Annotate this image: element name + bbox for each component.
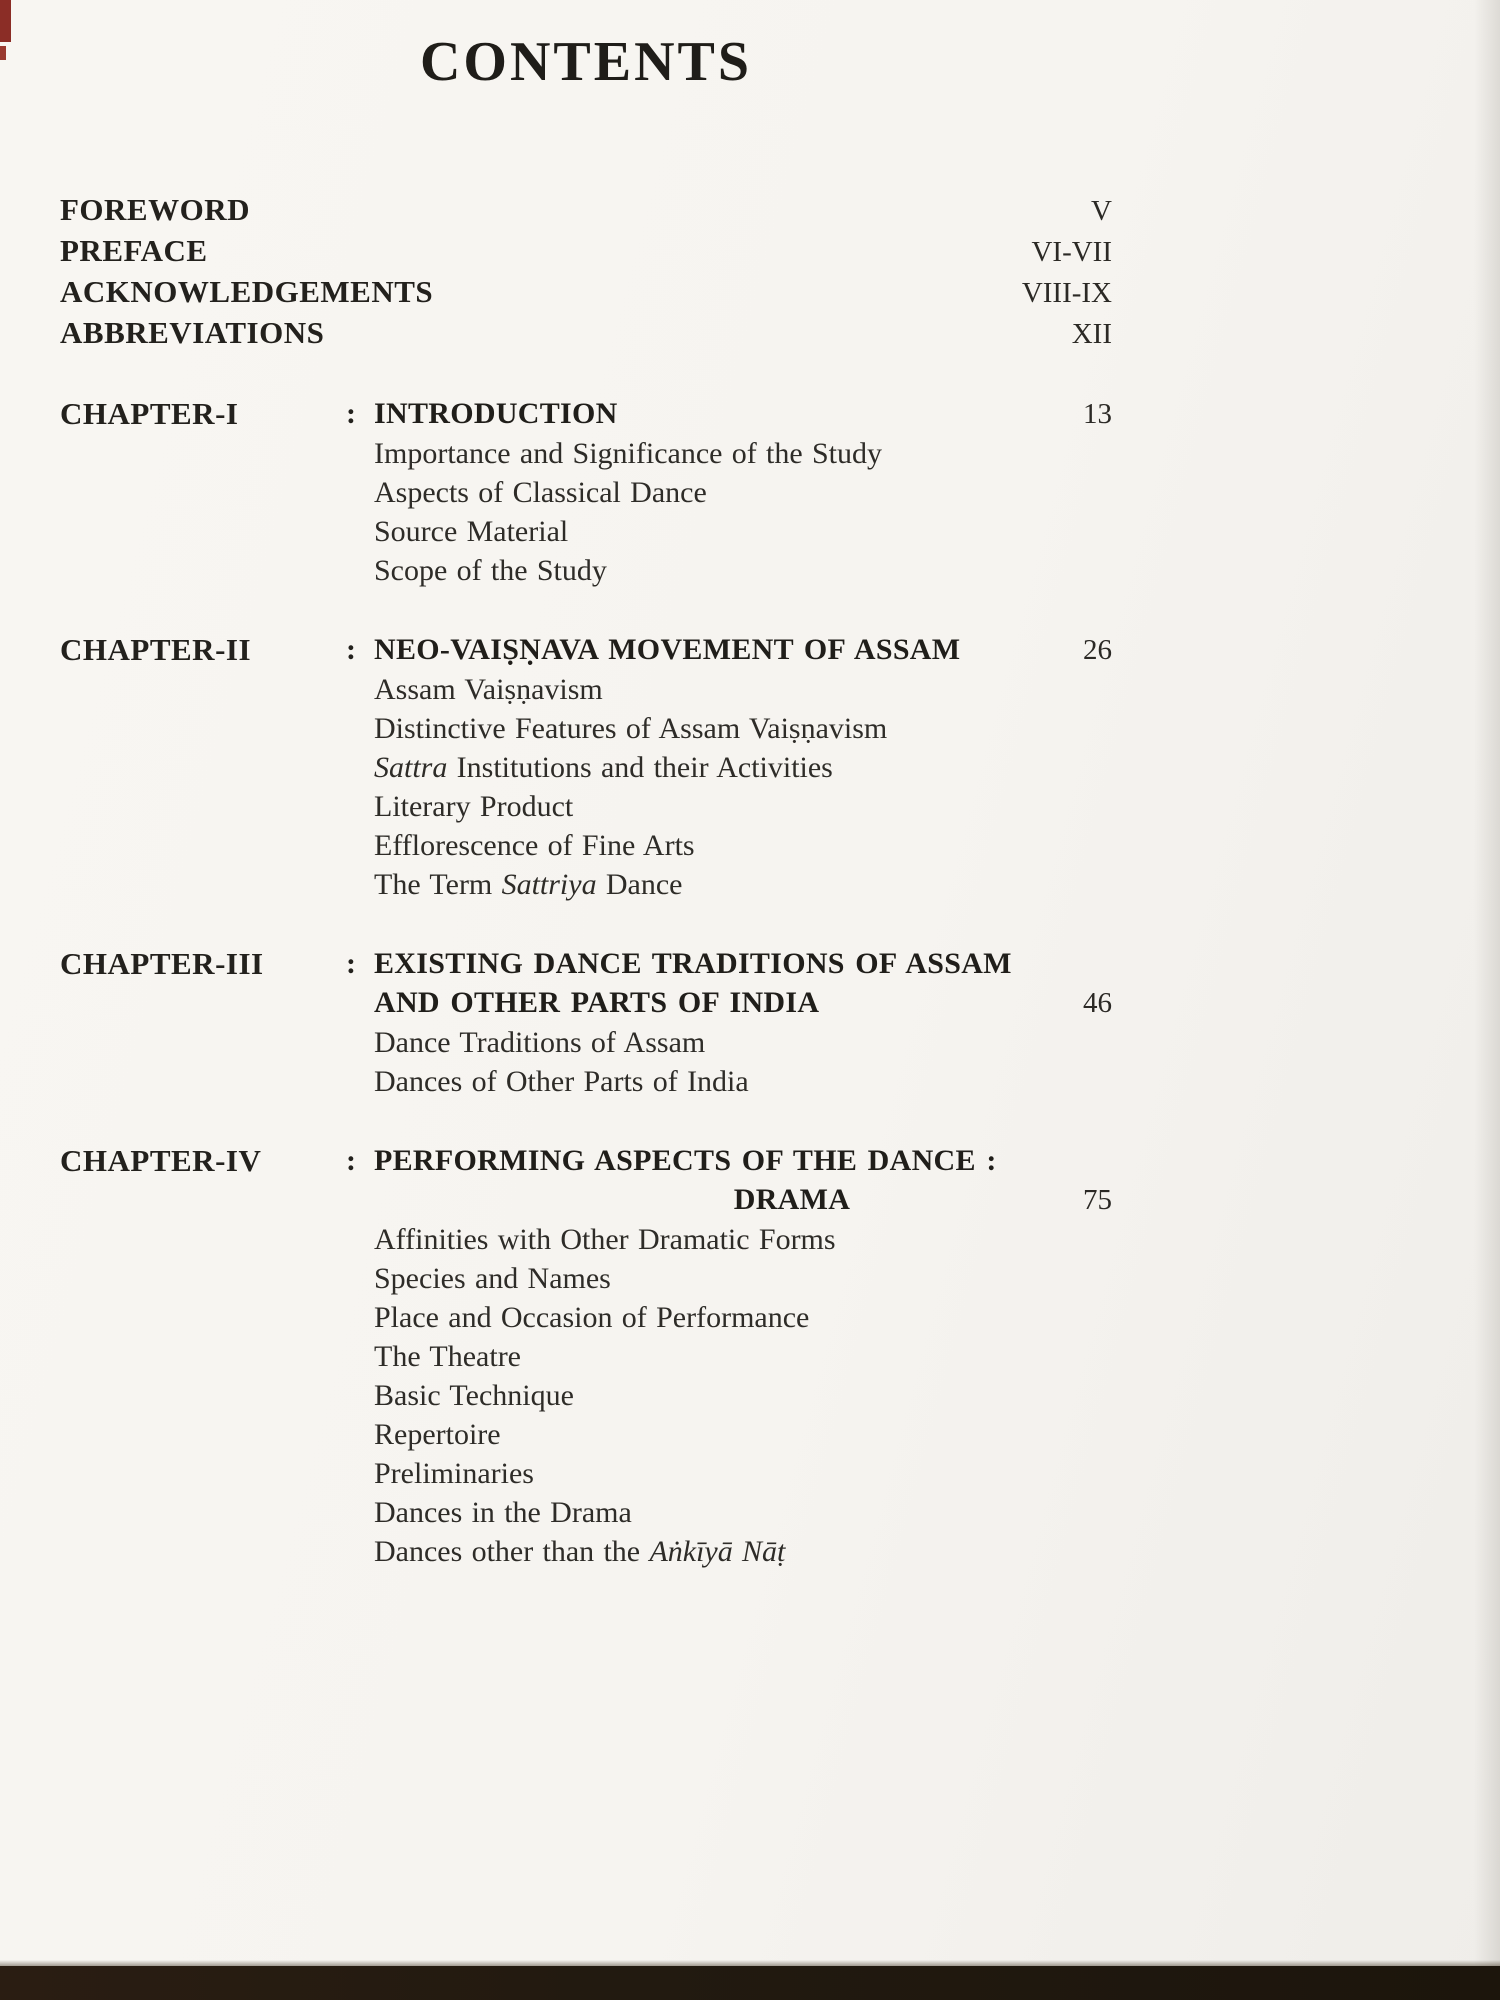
front-matter-page-number: VI-VII	[1031, 236, 1112, 268]
chapter-separator: :	[346, 947, 356, 980]
chapter-label: CHAPTER-II	[60, 632, 252, 667]
chapter-title-line	[374, 630, 1112, 670]
chapter-subitem: Sattra Institutions and their Activities	[374, 751, 833, 784]
chapter-subitem: Source Material	[374, 515, 569, 548]
chapter-body	[374, 394, 1112, 590]
chapter-subitem: Distinctive Features of Assam Vaiṣṇavism	[374, 712, 888, 745]
chapter-entry	[60, 1141, 1112, 1571]
chapter-title-text: PERFORMING ASPECTS OF THE DANCE :	[374, 1144, 997, 1177]
chapter-subitem: Importance and Significance of the Study	[374, 437, 883, 470]
chapter-subitem: Scope of the Study	[374, 554, 607, 587]
chapter-title-text: EXISTING DANCE TRADITIONS OF ASSAM	[374, 947, 1012, 980]
chapter-subitem: Species and Names	[374, 1262, 611, 1295]
front-matter-label: ABBREVIATIONS	[60, 315, 325, 350]
chapter-subitem: Assam Vaiṣṇavism	[374, 673, 603, 706]
scan-edge-mark	[0, 0, 11, 42]
chapter-separator: :	[346, 633, 356, 666]
chapter-body	[374, 630, 1112, 904]
chapter-subitem: The Theatre	[374, 1340, 521, 1373]
front-matter-list	[60, 190, 1112, 354]
chapter-entry	[60, 944, 1112, 1101]
chapter-page-number: 26	[1083, 634, 1112, 666]
chapter-entry	[60, 394, 1112, 590]
front-matter-page-number: XII	[1071, 318, 1112, 350]
chapter-subitem: Preliminaries	[374, 1457, 534, 1490]
scan-edge-mark-small	[0, 46, 6, 60]
chapter-title-line	[374, 1180, 1112, 1220]
chapter-title-line	[374, 394, 1112, 434]
front-matter-page-number: VIII-IX	[1021, 277, 1112, 309]
chapter-subitem: Dances other than the Aṅkīyā Nāṭ	[374, 1535, 786, 1568]
chapter-subitem: Dances in the Drama	[374, 1496, 632, 1529]
chapter-subitem: Place and Occasion of Performance	[374, 1301, 810, 1334]
scan-right-shade	[1474, 0, 1500, 2000]
chapter-title-text: NEO-VAIṢṆAVA MOVEMENT OF ASSAM	[374, 633, 961, 666]
chapter-title-line	[374, 983, 1112, 1023]
front-matter-row	[60, 272, 1112, 313]
chapter-body	[374, 944, 1112, 1101]
chapter-subitem: The Term Sattriya Dance	[374, 868, 683, 901]
chapter-title-text: DRAMA	[733, 1183, 851, 1216]
chapter-page-number: 13	[1083, 398, 1112, 430]
chapter-subitem: Dance Traditions of Assam	[374, 1026, 706, 1059]
chapter-separator: :	[346, 1144, 356, 1177]
front-matter-label: FOREWORD	[60, 192, 250, 227]
chapter-title-line	[374, 944, 1112, 983]
chapter-title-line	[374, 1141, 1112, 1180]
front-matter-row	[60, 313, 1112, 354]
chapter-page-number: 75	[1083, 1184, 1112, 1216]
chapter-title-text: INTRODUCTION	[374, 397, 618, 430]
chapters-list	[60, 394, 1112, 1571]
contents-page	[60, 30, 1112, 1571]
chapter-subitem: Repertoire	[374, 1418, 501, 1451]
front-matter-row	[60, 190, 1112, 231]
chapter-label: CHAPTER-IV	[60, 1143, 262, 1178]
chapter-title-text: AND OTHER PARTS OF INDIA	[374, 986, 820, 1019]
chapter-subitem: Dances of Other Parts of India	[374, 1065, 749, 1098]
chapter-subitem: Basic Technique	[374, 1379, 574, 1412]
chapter-body	[374, 1141, 1112, 1571]
front-matter-label: PREFACE	[60, 233, 208, 268]
chapter-subitem: Literary Product	[374, 790, 574, 823]
chapter-page-number: 46	[1083, 987, 1112, 1019]
chapter-label: CHAPTER-III	[60, 946, 264, 981]
front-matter-row	[60, 231, 1112, 272]
chapter-separator: :	[346, 397, 356, 430]
scan-bottom-bar	[0, 1966, 1500, 2000]
chapter-subitem: Affinities with Other Dramatic Forms	[374, 1223, 836, 1256]
chapter-subitem: Aspects of Classical Dance	[374, 476, 707, 509]
chapter-entry	[60, 630, 1112, 904]
front-matter-label: ACKNOWLEDGEMENTS	[60, 274, 434, 309]
front-matter-page-number: V	[1091, 195, 1112, 227]
chapter-label: CHAPTER-I	[60, 396, 239, 431]
page-title: CONTENTS	[419, 31, 753, 93]
chapter-subitem: Efflorescence of Fine Arts	[374, 829, 695, 862]
